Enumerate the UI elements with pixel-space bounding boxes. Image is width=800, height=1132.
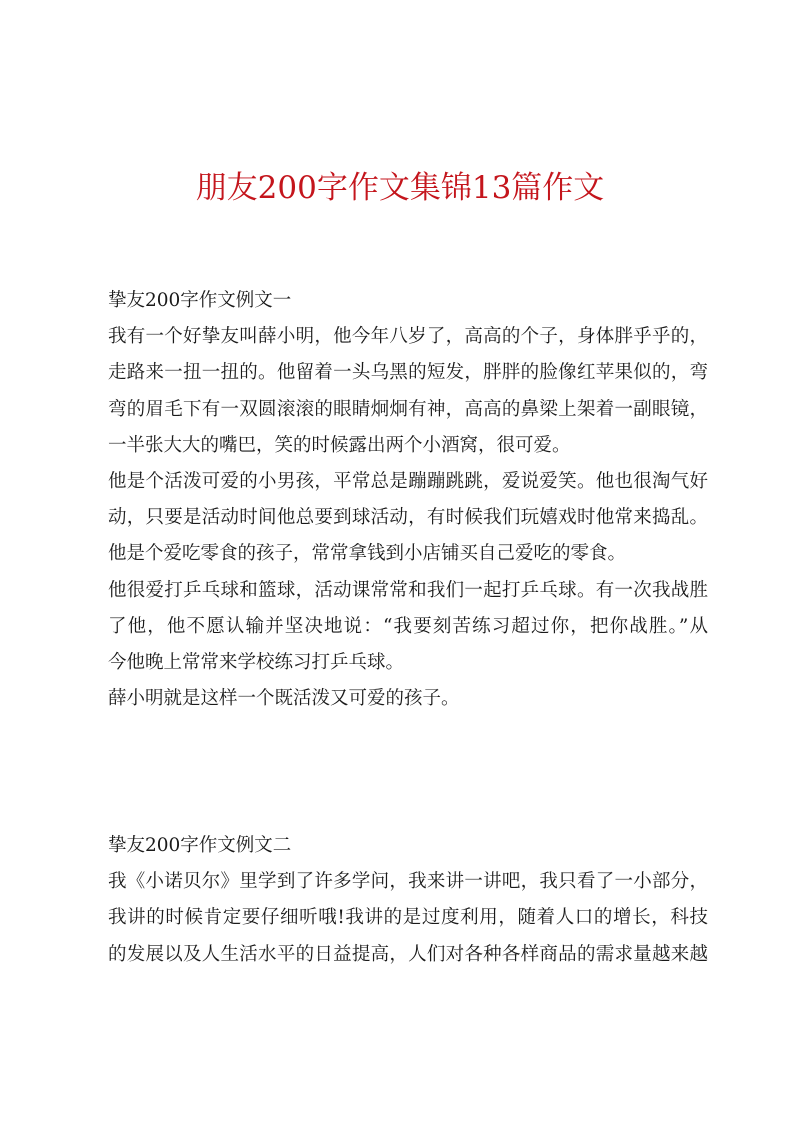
paragraph-line: 我有一个好挚友叫薛小明，他今年八岁了，高高的个子，身体胖乎乎的，	[108, 326, 708, 348]
paragraph-line: 薛小明就是这样一个既活泼又可爱的孩子。	[108, 688, 460, 710]
paragraph-line: 一半张大大的嘴巴，笑的时候露出两个小酒窝，很可爱。	[108, 434, 571, 456]
paragraph-line: 了他，他不愿认输并坚决地说：“我要刻苦练习超过你，把你战胜。”从	[108, 615, 708, 637]
paragraph-line: 今他晚上常常来学校练习打乒乓球。	[108, 651, 405, 673]
paragraph-line: 我《小诺贝尔》里学到了许多学问，我来讲一讲吧，我只看了一小部分，	[108, 871, 708, 893]
essay-section-1	[108, 283, 708, 717]
section-heading: 挚友200字作文例文二	[108, 835, 292, 856]
paragraph-line: 走路来一扭一扭的。他留着一头乌黑的短发，胖胖的脸像红苹果似的，弯	[108, 362, 708, 384]
paragraph-line: 他是个爱吃零食的孩子，常常拿钱到小店铺买自己爱吃的零食。	[108, 543, 627, 565]
paragraph-line: 弯的眉毛下有一双圆滚滚的眼睛炯炯有神，高高的鼻梁上架着一副眼镜，	[108, 398, 708, 420]
paragraph-line: 他很爱打乒乓球和篮球，活动课常常和我们一起打乒乓球。有一次我战胜	[108, 579, 708, 601]
paragraph-line: 我讲的时候肯定要仔细听哦!我讲的是过度利用，随着人口的增长，科技	[108, 907, 708, 929]
paragraph-line: 的发展以及人生活水平的日益提高，人们对各种各样商品的需求量越来越	[108, 943, 708, 965]
document-title: 朋友200字作文集锦13篇作文	[195, 170, 605, 206]
section-heading: 挚友200字作文例文一	[108, 290, 292, 311]
paragraph-line: 动，只要是活动时间他总要到球活动，有时候我们玩嬉戏时他常来捣乱。	[108, 507, 708, 529]
essay-section-2	[108, 828, 708, 973]
paragraph-line: 他是个活泼可爱的小男孩，平常总是蹦蹦跳跳，爱说爱笑。他也很淘气好	[108, 470, 708, 492]
